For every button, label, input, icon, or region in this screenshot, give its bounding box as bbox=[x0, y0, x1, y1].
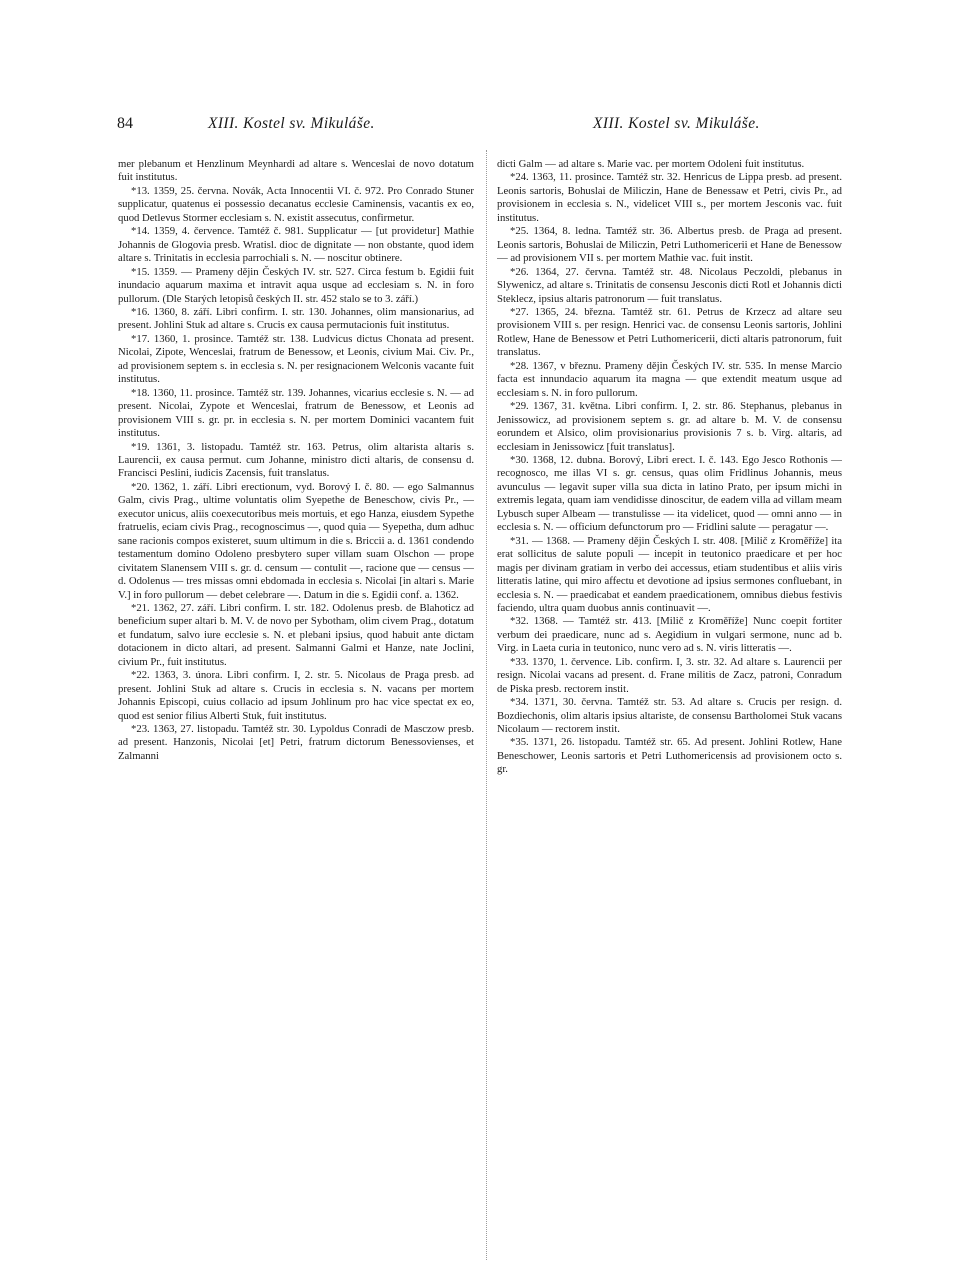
paragraph: *21. 1362, 27. září. Libri confirm. I. str. 182. Odolenus presb. de Blahoticz ad beneficium super altari b. M. V. de novo per Sybotham, olim civem Prag., dotatum et fundatum, salvo iure ecclesie s. N. et plebani ipsius, quod habuit ante dictam dotacionem in dicto altari, ad present. Salmanni Galmi et Hanze, nate Joclini, civium Pr., fuit institutus. bbox=[118, 601, 474, 668]
paragraph: *17. 1360, 1. prosince. Tamtéž str. 138. Ludvicus dictus Chonata ad present. Nicolai, Zipote, Wenceslai, fratrum de Benessow, et Leonis, civium Mai. Civ. Pr., ad provisionem septem s. in ecclesia s. N. per resignacionem Welconis vacante fuit institutus. bbox=[118, 332, 474, 386]
paragraph: *33. 1370, 1. července. Lib. confirm. I, 3. str. 32. Ad altare s. Laurencii per resign. Nicolai vacans ad present. d. Frane militis de Zacz, patroni, Conradum de Piska presb. rectorem instit. bbox=[497, 655, 842, 695]
column-divider bbox=[486, 150, 487, 1260]
paragraph: *22. 1363, 3. února. Libri confirm. I, 2. str. 5. Nicolaus de Praga presb. ad present. Johlini Stuk ad altare s. Crucis in ecclesia s. N. vacans per mortem Johannis Episcopi, cuius collacio ad ipsum Johlinum pro hac vice spectat ex eo, quod est senior filius Alberti Stuk, fuit institutus. bbox=[118, 669, 474, 722]
left-column bbox=[118, 158, 474, 1258]
paragraph: *23. 1363, 27. listopadu. Tamtéž str. 30. Lypoldus Conradi de Masczow presb. ad present. Hanzonis, Nicolai [et] Petri, fratrum dictorum Benessovienses, et Zalmanni bbox=[118, 723, 474, 762]
paragraph: *26. 1364, 27. června. Tamtéž str. 48. Nicolaus Peczoldi, plebanus in Slywenicz, ad altare s. Trinitatis de consensu Jesconis dicti Rotl et Johannis dicti Steklecz, ipsius altaris patronorum — fuit translatus. bbox=[497, 265, 842, 305]
running-title-right: XIII. Kostel sv. Mikuláše. bbox=[593, 115, 760, 132]
paragraph: mer plebanum et Henzlinum Meynhardi ad altare s. Wenceslai de novo dotatum fuit institutus. bbox=[118, 158, 474, 184]
paragraph: *28. 1367, v březnu. Prameny dějin Českých IV. str. 535. In mense Marcio facta est innundacio aquarum ita magna — que extendit meatum usque ad ecclesiam s. N. in foro pullorum. bbox=[497, 359, 842, 399]
paragraph: dicti Galm — ad altare s. Marie vac. per mortem Odoleni fuit institutus. bbox=[497, 158, 805, 170]
paragraph: *19. 1361, 3. listopadu. Tamtéž str. 163. Petrus, olim altarista altaris s. Laurencii, ex causa permut. cum Johanne, ministro dicti altaris, de consensu d. Francisci Peslini, iudicis Zacensis, fuit translatus. bbox=[118, 440, 474, 480]
paragraph: *25. 1364, 8. ledna. Tamtéž str. 36. Albertus presb. de Praga ad present. Leonis sartoris, Bohuslai de Miliczin, Petri Luthomericerii et Hane de Benessow — ad provisionem VII s. per mortem Mathie vac. fuit instit. bbox=[497, 225, 842, 265]
paragraph: *34. 1371, 30. června. Tamtéž str. 53. Ad altare s. Crucis per resign. d. Bozdiechonis, olim altaris ipsius altariste, de consensu Bartholomei Stuk vacans Nicolaum — rectorem instit. bbox=[497, 696, 842, 736]
paragraph: *27. 1365, 24. března. Tamtéž str. 61. Petrus de Krzecz ad altare seu provisionem VIII s. per resign. Henrici vac. de consensu Leonis sartoris, Johlini Rotlew, Hane de Benessow et Petri Luthomericerii, dicti altaris patronorum, fuit translatus. bbox=[497, 305, 842, 359]
paragraph: *35. 1371, 26. listopadu. Tamtéž str. 65. Ad present. Johlini Rotlew, Hane Beneschower, Leonis sartoris et Petri Luthomericensis ad provisionem octo s. gr. bbox=[497, 736, 842, 776]
right-column bbox=[497, 158, 842, 1258]
paragraph: *30. 1368, 12. dubna. Borový, Libri erect. I. č. 143. Ego Jesco Rothonis — recognosco, me illas VI s. gr. census, quas olim Fridlinus Johannis, meus avunculus — legavit super villa sua dicta in latino Prato, per ipsum michi in extremis legata, quam iam vendidisse dinoscitur, de eadem villa ad villam meam Lybusch super Albeam — transtulisse — ita videlicet, quod — omni anno — in ecclesia s. N. — officium defunctorum pro — Fridlini salute — peragatur —. bbox=[497, 453, 842, 534]
paragraph: *14. 1359, 4. července. Tamtéž č. 981. Supplicatur — [ut providetur] Mathie Johannis de Glogovia presb. Wratisl. dioc de dignitate — non obstante, quod idem altare s. Trinitatis in ecclesia parrochiali s. N. — noscitur obtinere. bbox=[118, 225, 474, 265]
paragraph: *31. — 1368. — Prameny dějin Českých I. str. 408. [Milič z Kroměříže] ita erat sollicitus de salute populi — incepit in teutonico praedicare et per hoc magis per divinam gratiam in verbo dei accessus, etiam studentibus et aliis viris litteratis latine, qui miro affectu et devotione ad ipsius sermones confluebant, in ecclesia s. N. — praedicabat et eandem praedicationem, omnibus diebus festivis faciendo, ultra quam duobus annis continuavit —. bbox=[497, 534, 842, 614]
paragraph: *15. 1359. — Prameny dějin Českých IV. str. 527. Circa festum b. Egidii fuit inundacio aquarum maxima et intravit aqua usque ad ecclesiam s. N. in foro pullorum. (Dle Starých letopisů českých II. str. 452 stalo se to 3. září.) bbox=[118, 265, 474, 305]
paragraph: *24. 1363, 11. prosince. Tamtéž str. 32. Henricus de Lippa presb. ad present. Leonis sartoris, Bohuslai de Miliczin, Hane de Benessaw et Petri, civis Pr., ad provisionem in ecclesia s. N., videlicet VIII s., per mortem Jesconis vac. fuit institutus. bbox=[497, 171, 842, 224]
page-number: 84 bbox=[117, 115, 133, 132]
paragraph: *20. 1362, 1. září. Libri erectionum, vyd. Borový I. č. 80. — ego Salmannus Galm, civis Prag., ultime voluntatis olim Syepethe de Beneschow, civis Pr., — executor unicus, aliis coexecutoribus meis mortuis, et ego Hanza, eiusdem Sypethe fratruelis, eciam civis Prag., recognoscimus —, quod quia — Syepetha, dum adhuc sane racionis compos existeret, suum ultimum in die s. Briccii a. d. 1361 condendo testamentum domino Odoleno presbytero super villam suam Olschon — prope civitatem Slanensem VIII s. gr. d. censum — contulit —, racione que — census — d. Odolenus — tres missas omni ebdomada in ecclesia s. Nicolai [in altari s. Marie V.] in foro pullorum — debet celebrare —. Datum in die s. Egidii conf. a. 1362. bbox=[118, 480, 474, 601]
running-title-left: XIII. Kostel sv. Mikuláše. bbox=[208, 115, 375, 132]
paragraph: *18. 1360, 11. prosince. Tamtéž str. 139. Johannes, vicarius ecclesie s. N. — ad present. Nicolai, Zypote et Wenceslai, fratrum de Benessow, et Leonis ad provisionem VIII s. gr. pr. in ecclesia s. N. per mortem Dominici vacantem fuit institutus. bbox=[118, 386, 474, 440]
paragraph: *29. 1367, 31. května. Libri confirm. I, 2. str. 86. Stephanus, plebanus in Jenissowicz, ad provisionem septem s. gr. ad altare b. M. V. de consensu eorundem et Alsico, olim provisionarius provisionis 7 s. b. Virg. altaris, ad ecclesiam in Jenissowicz [fuit translatus]. bbox=[497, 400, 842, 453]
paragraph: *13. 1359, 25. června. Novák, Acta Innocentii VI. č. 972. Pro Conrado Stuner supplicatur, quatenus ei possessio decanatus ecclesie Caminensis, vacantis ex eo, quod Detlevus Stormer ecclesiam s. N. existit assecutus, confirmetur. bbox=[118, 184, 474, 224]
paragraph: *16. 1360, 8. září. Libri confirm. I. str. 130. Johannes, olim mansionarius, ad present. Johlini Stuk ad altare s. Crucis ex causa permutacionis fuit institutus. bbox=[118, 305, 474, 332]
paragraph: *32. 1368. — Tamtéž str. 413. [Milič z Kroměříže] Nunc coepit fortiter verbum dei praedicare, nunc ad s. Aegidium in vulgari sermone, nunc ad b. Virg. in Laeta curia in teutonico, nunc vero ad s. N. viris litteratis —. bbox=[497, 615, 842, 655]
